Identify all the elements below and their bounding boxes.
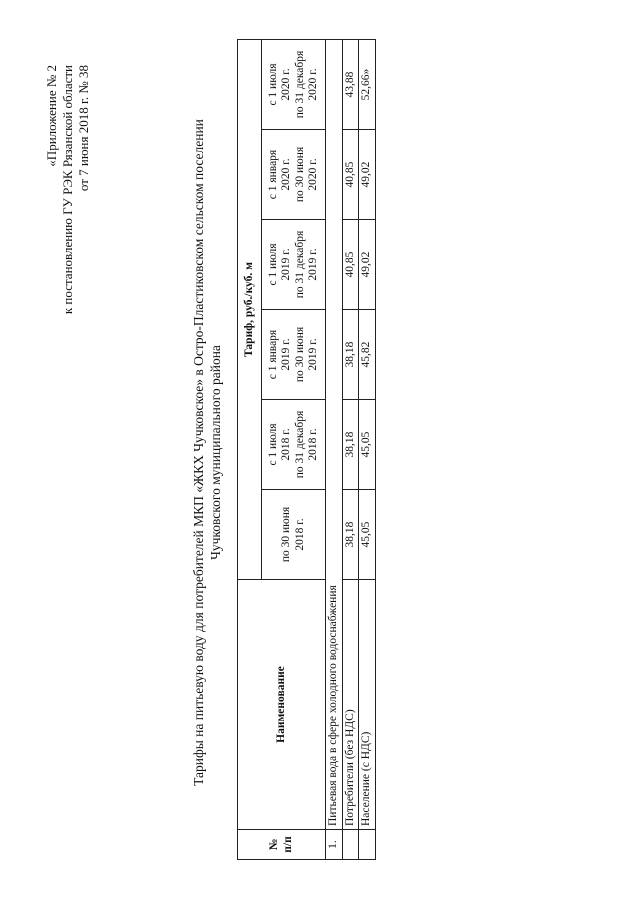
appendix-line-1: «Приложение № 2 [44,65,59,167]
period-1-line-2: 2018 г. [293,518,306,551]
row-value: 38,18 [342,490,359,580]
document-title [190,0,224,905]
period-6-line-4: 2020 г. [307,68,319,101]
tariff-table [237,39,376,860]
period-4-line-1: с 1 июля [266,243,279,286]
table-section-row [326,39,343,859]
header-number-line-1: № [268,838,280,851]
header-number [238,830,326,860]
row-value: 52,66» [359,39,376,129]
row-value: 49,02 [359,130,376,220]
period-1-line-1: по 30 июня [280,506,292,563]
row-value: 40,85 [342,220,359,310]
header-period-3 [262,310,326,400]
period-2-line-3: по 31 декабря [293,410,306,479]
row-label: Потребители (без НДС) [342,580,359,830]
table-row [342,39,359,859]
row-value: 45,82 [359,310,376,400]
header-tariff-group: Тариф, руб./куб. м [238,39,262,579]
header-period-4 [262,220,326,310]
period-2-line-1: с 1 июля [266,423,279,466]
title-line-2: Чучковского муниципального района [208,345,223,560]
row-value: 43,88 [342,39,359,129]
period-6-line-2: 2020 г. [280,68,292,101]
appendix-line-3: от 7 июня 2018 г. № 38 [76,65,91,192]
header-period-6 [262,39,326,129]
row-value: 49,02 [359,220,376,310]
header-period-2 [262,400,326,490]
row-value: 40,85 [342,130,359,220]
table-row [359,39,376,859]
header-number-line-2: п/п [281,836,294,853]
period-4-line-4: 2019 г. [307,248,319,281]
row-value: 38,18 [342,400,359,490]
section-label: Питьевая вода в сфере холодного водоснабжения [326,39,343,829]
row-value: 38,18 [342,310,359,400]
period-2-line-2: 2018 г. [280,428,292,461]
period-3-line-3: по 30 июня [293,326,306,383]
row-number-empty [342,830,359,860]
row-value: 45,05 [359,400,376,490]
period-5-line-2: 2020 г. [280,158,292,191]
section-number: 1. [326,830,343,860]
row-label: Население (с НДС) [359,580,376,830]
period-4-line-2: 2019 г. [280,248,292,281]
period-3-line-1: с 1 января [266,329,279,380]
row-number-empty [359,830,376,860]
period-6-line-1: с 1 июля [266,63,279,106]
period-4-line-3: по 31 декабря [293,230,306,299]
period-5-line-1: с 1 января [266,149,279,200]
period-6-line-3: по 31 декабря [293,50,306,119]
period-2-line-4: 2018 г. [307,428,319,461]
period-3-line-4: 2019 г. [307,338,319,371]
period-3-line-2: 2019 г. [280,338,292,371]
period-5-line-4: 2020 г. [307,158,319,191]
header-period-5 [262,130,326,220]
row-value: 45,05 [359,490,376,580]
header-period-1 [262,490,326,580]
title-line-1: Тарифы на питьевую воду для потребителей МКП «ЖКХ Чучковское» в Остро-Пластиковском сельском поселении [191,119,206,786]
header-name: Наименование [238,580,326,830]
appendix-line-2: к постановлению ГУ РЭК Рязанской области [60,65,75,315]
appendix-header [44,65,92,425]
period-5-line-3: по 30 июня [293,146,306,203]
